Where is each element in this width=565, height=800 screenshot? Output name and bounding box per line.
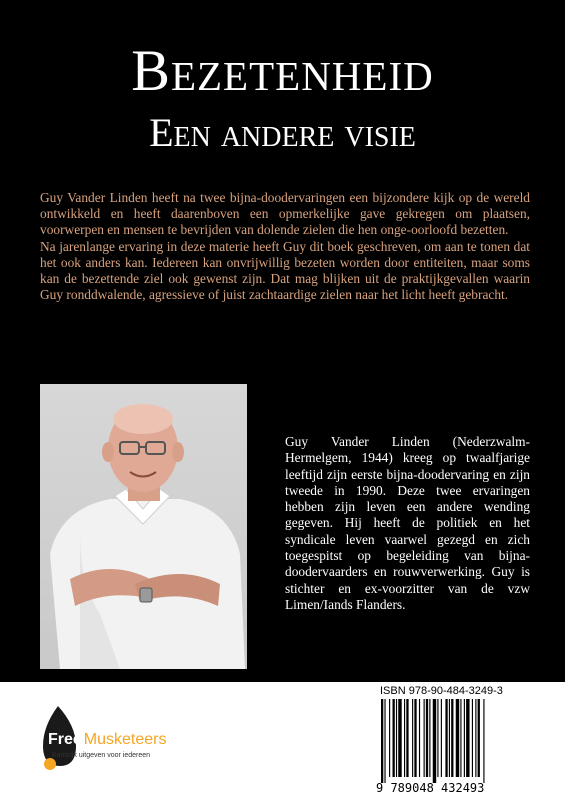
- author-bio: [285, 434, 530, 613]
- blurb-paragraph: Guy Vander Linden heeft na twee bijna-doodervaringen een bijzondere kijk op de wereld ontwikkeld en heeft daarenboven een opmerkelijke gave gekregen om plaatsen, voorwerpen en mensen te bevrijden van dolende zielen die hen onge-oorloofd bezetten.: [40, 190, 530, 238]
- barcode-bar: [472, 699, 473, 777]
- publisher-logo: [38, 704, 198, 774]
- footer-panel: [0, 682, 565, 800]
- barcode-bar: [414, 699, 416, 777]
- barcode-bar: [426, 699, 428, 777]
- barcode-bar: [389, 699, 390, 777]
- barcode-bar: [429, 699, 430, 777]
- book-subtitle: Een andere visie: [149, 110, 416, 155]
- barcode-bar: [396, 699, 397, 777]
- barcode-bar: [433, 699, 436, 783]
- barcode-bar: [441, 699, 442, 777]
- barcode-bar: [445, 699, 447, 777]
- author-portrait-image: [40, 384, 247, 669]
- barcode-digits: 9 789048 432493: [376, 781, 485, 795]
- barcode-bar: [437, 699, 438, 777]
- barcode-bar: [398, 699, 401, 777]
- barcode-bar: [478, 699, 480, 777]
- barcode-bar: [412, 699, 413, 777]
- author-photo: [40, 384, 247, 669]
- barcode-image: [378, 699, 528, 783]
- publisher-name-part2: Musketeers: [83, 731, 167, 748]
- barcode-bar: [483, 699, 484, 783]
- barcode-bar: [419, 699, 420, 777]
- barcode-bar: [449, 699, 450, 777]
- barcode-bar: [460, 699, 461, 777]
- barcode-bar: [456, 699, 459, 777]
- isbn-label: ISBN 978-90-484-3249-3: [380, 685, 503, 697]
- barcode-bar: [384, 699, 385, 783]
- barcode-bar: [381, 699, 383, 783]
- book-title: Bezetenheid: [131, 38, 434, 103]
- blurb-paragraph: Na jarenlange ervaring in deze materie heeft Guy dit boek geschreven, om aan te tonen dat het ook anders kan. Iedereen kan onvrijwillig bezeten worden door entiteiten, maar soms kan de bezettende ziel ook gewenst zijn. Dat mag blijken uit de praktijkgevallen waarin Guy ronddwalende, agressieve of juist zachtaardige zielen naar het licht heeft gebracht.: [40, 238, 530, 303]
- barcode-bar: [404, 699, 405, 777]
- barcode-bar: [451, 699, 453, 777]
- publisher-tagline: Kansrijk uitgeven voor iedereen: [52, 752, 151, 759]
- barcode-bar: [475, 699, 476, 777]
- author-bio-text: Guy Vander Linden (Nederzwalm-Hermelgem, 1944) kreeg op twaalfjarige leeftijd zijn eerste bijna-doodervaring en zijn tweede in 1990. Deze twee ervaringen hebben zijn leven een andere wending gegeven. Hij heeft de politiek en het syndicale leven vaarwel gezegd en zich toegespitst op begeleiding van bijna-doodervaarders en rouwverwerking. Guy is stichter en ex-voorzitter van de vzw Limen/Iands Flanders.: [285, 434, 530, 612]
- barcode-bar: [424, 699, 425, 777]
- barcode-bar: [406, 699, 408, 777]
- barcode-bar: [466, 699, 469, 777]
- publisher-name-part1: Free: [48, 731, 82, 748]
- publisher-name: [48, 731, 167, 749]
- barcode-bar: [464, 699, 465, 777]
- blurb-text: [40, 190, 530, 303]
- barcode-bar: [393, 699, 395, 777]
